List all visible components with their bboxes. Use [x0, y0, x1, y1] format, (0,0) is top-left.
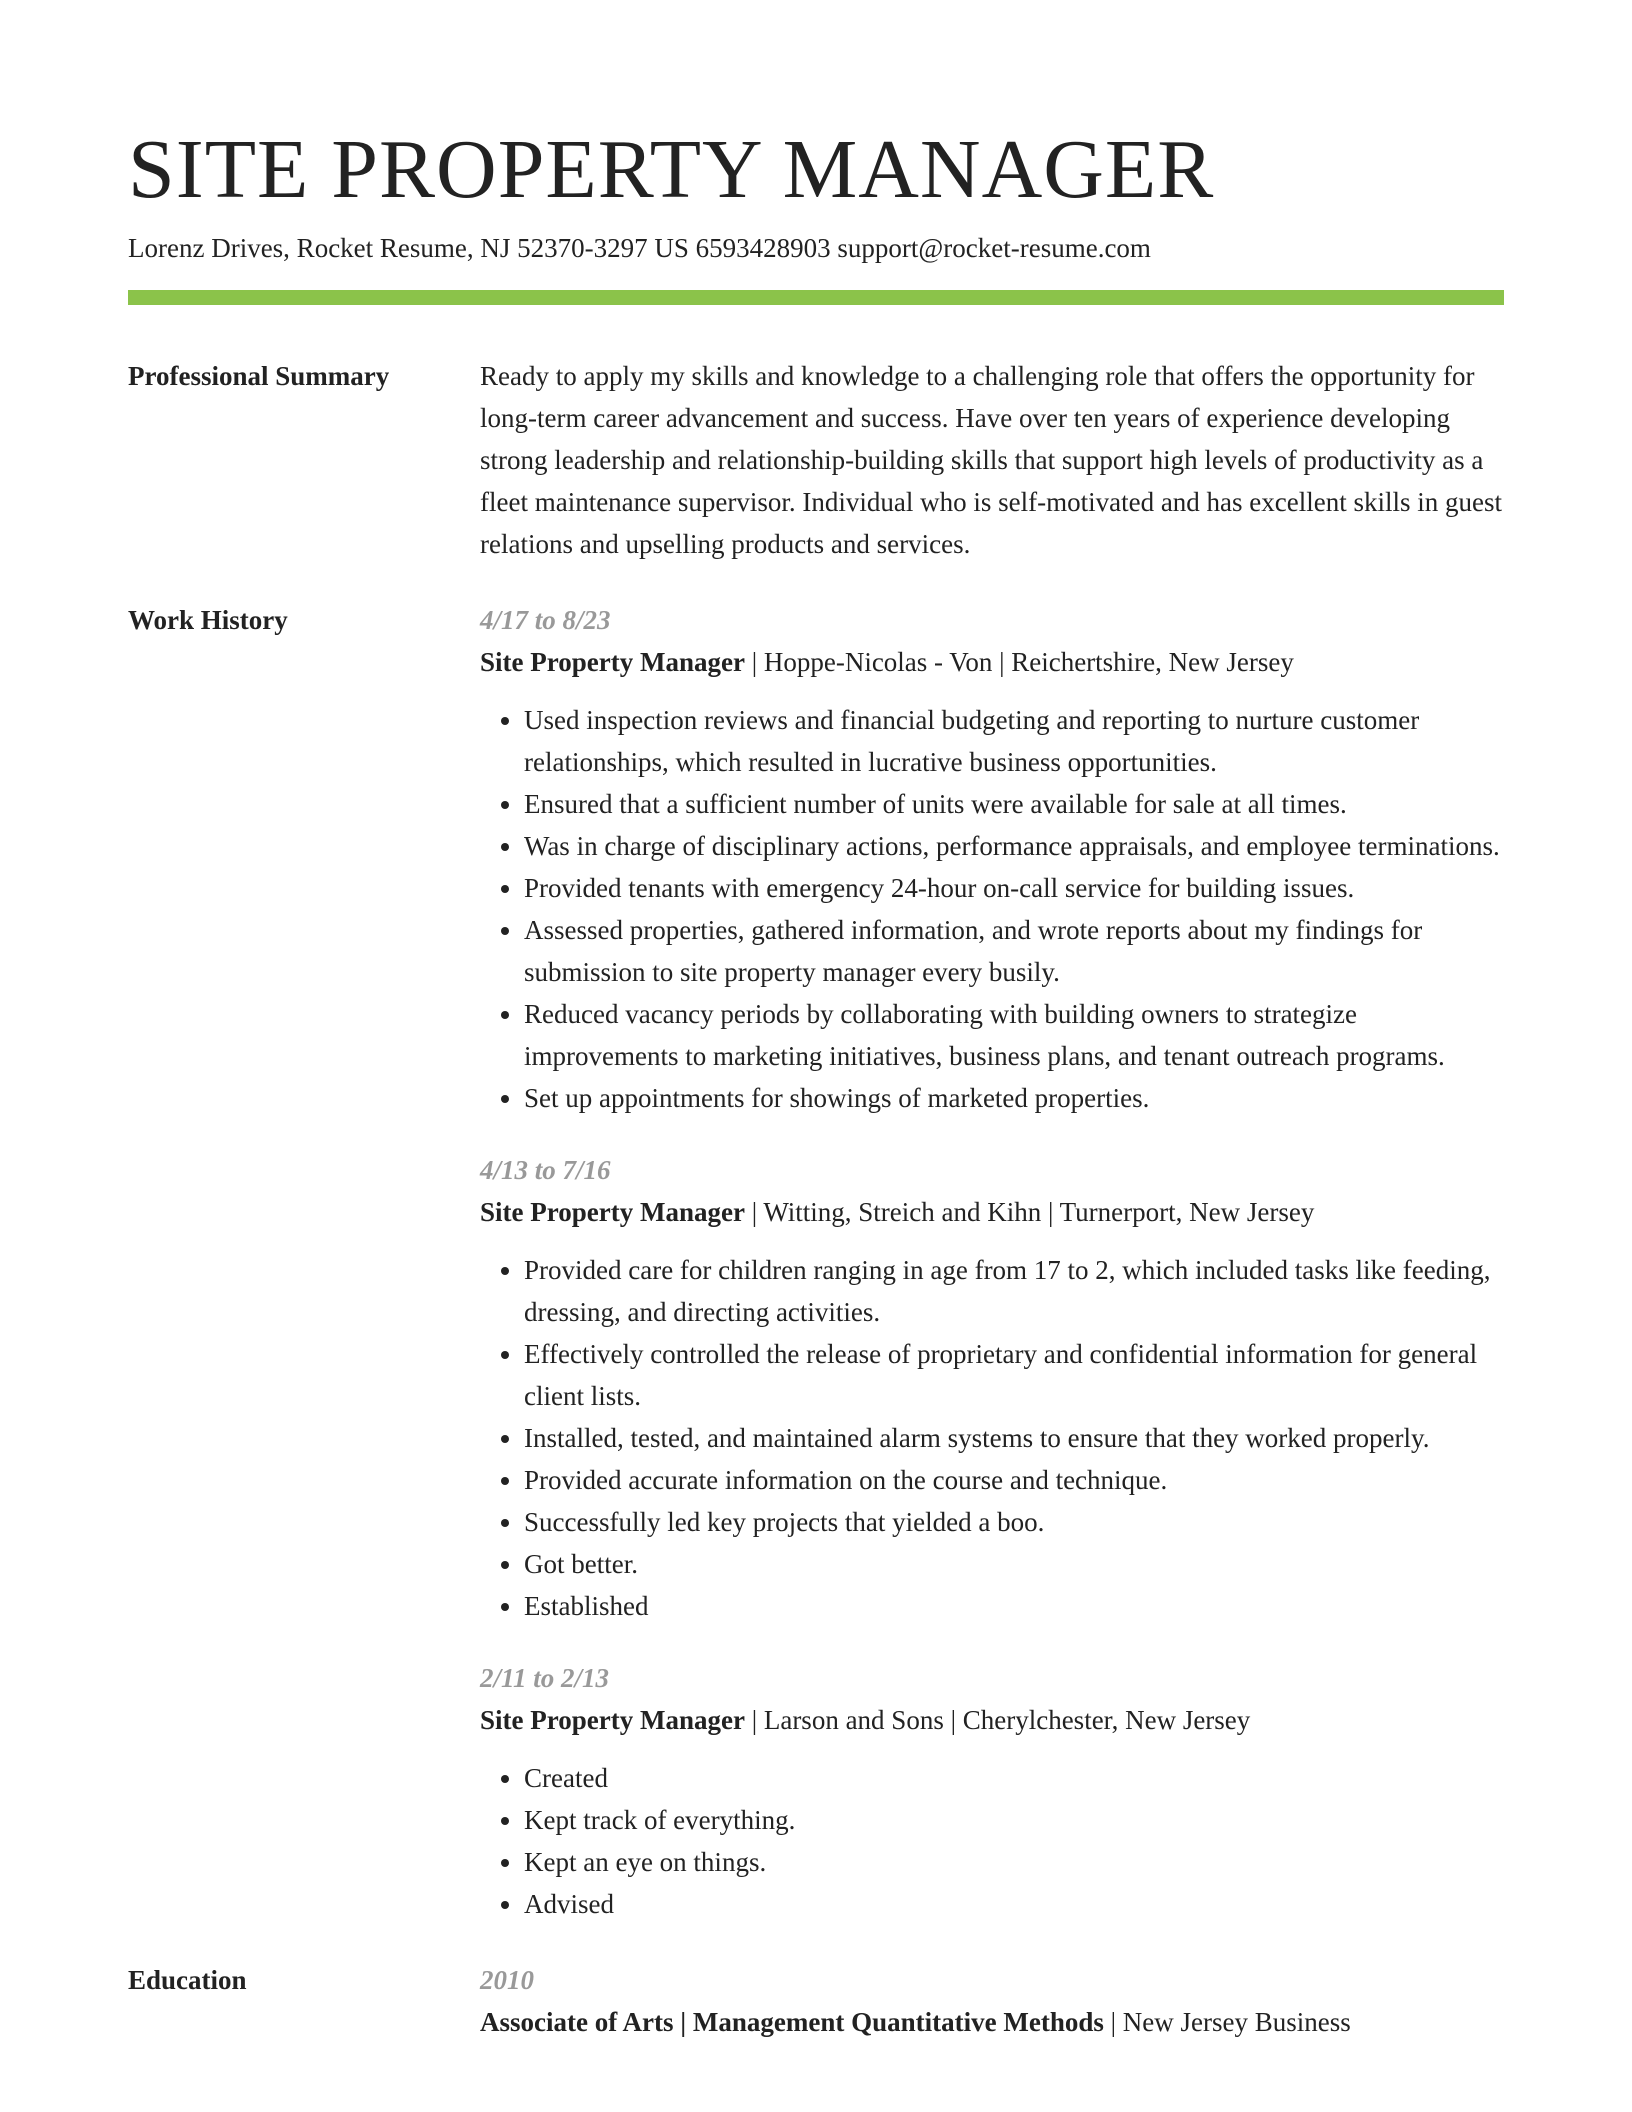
job-dates: 2/11 to 2/13: [480, 1663, 610, 1693]
job-bullet: • Kept track of everything.: [524, 1799, 1504, 1841]
job-bullet: • Effectively controlled the release of proprietary and confidential information for general client lists.: [524, 1333, 1504, 1417]
degree: Associate of Arts | Management Quantitative Methods: [480, 2007, 1104, 2037]
work-history-section: [128, 599, 1504, 1925]
job-dates: 4/13 to 7/16: [480, 1155, 611, 1185]
contact-line: Lorenz Drives, Rocket Resume, NJ 52370-3297 US 6593428903 support@rocket-resume.com: [128, 233, 1151, 263]
job-title: Site Property Manager: [480, 1197, 745, 1227]
job-company-location: | Larson and Sons | Cherylchester, New Jersey: [744, 1705, 1251, 1735]
summary-text: Ready to apply my skills and knowledge to a challenging role that offers the opportunity for long-term career advancement and success. Have over ten years of experience developing strong leadership and relationship-building skills that support high levels of productivity as a fleet maintenance supervisor. Individual who is self-motivated and has excellent skills in guest relations and upselling products and services.: [480, 361, 1502, 559]
section-title-education: Education: [128, 1965, 247, 1995]
education-year: 2010: [480, 1965, 534, 1995]
job-dates: 4/17 to 8/23: [480, 605, 611, 635]
job-entry: [480, 599, 1504, 1119]
job-bullets: [480, 1249, 1504, 1627]
job-company-location: | Hoppe-Nicolas - Von | Reichertshire, New Jersey: [744, 647, 1294, 677]
job-bullet: • Was in charge of disciplinary actions, performance appraisals, and employee terminations.: [524, 825, 1504, 867]
accent-divider: [128, 290, 1504, 305]
job-company-location: | Witting, Streich and Kihn | Turnerport, New Jersey: [744, 1197, 1315, 1227]
job-role-line: [480, 1191, 1504, 1233]
job-bullet: • Installed, tested, and maintained alarm systems to ensure that they worked properly.: [524, 1417, 1504, 1459]
job-bullet: • Advised: [524, 1883, 1504, 1925]
job-bullet: • Provided accurate information on the course and technique.: [524, 1459, 1504, 1501]
job-role-line: [480, 1699, 1504, 1741]
job-bullet: • Established: [524, 1585, 1504, 1627]
job-title: Site Property Manager: [480, 1705, 745, 1735]
job-bullet: • Successfully led key projects that yielded a boo.: [524, 1501, 1504, 1543]
education-section: [128, 1959, 1504, 2043]
job-bullets: [480, 1757, 1504, 1925]
job-bullet: • Provided tenants with emergency 24-hour on-call service for building issues.: [524, 867, 1504, 909]
job-bullet: • Reduced vacancy periods by collaborating with building owners to strategize improvements to marketing initiatives, business plans, and tenant outreach programs.: [524, 993, 1504, 1077]
school: | New Jersey Business: [1103, 2007, 1351, 2037]
job-bullet: • Set up appointments for showings of marketed properties.: [524, 1077, 1504, 1119]
job-bullets: [480, 699, 1504, 1119]
job-bullet: • Provided care for children ranging in age from 17 to 2, which included tasks like feeding, dressing, and directing activities.: [524, 1249, 1504, 1333]
education-line: [480, 2001, 1504, 2043]
section-title-summary: Professional Summary: [128, 361, 390, 391]
job-bullet: • Used inspection reviews and financial budgeting and reporting to nurture customer relationships, which resulted in lucrative business opportunities.: [524, 699, 1504, 783]
job-bullet: • Assessed properties, gathered information, and wrote reports about my findings for submission to site property manager every busily.: [524, 909, 1504, 993]
job-entry: [480, 1657, 1504, 1925]
section-title-work-history: Work History: [128, 605, 288, 635]
job-bullet: • Kept an eye on things.: [524, 1841, 1504, 1883]
job-bullet: • Created: [524, 1757, 1504, 1799]
job-bullet: • Ensured that a sufficient number of units were available for sale at all times.: [524, 783, 1504, 825]
resume-name: SITE PROPERTY MANAGER: [128, 123, 1215, 216]
job-role-line: [480, 641, 1504, 683]
summary-section: [128, 355, 1504, 565]
job-title: Site Property Manager: [480, 647, 745, 677]
job-entry: [480, 1149, 1504, 1627]
jobs-list: [480, 599, 1504, 1925]
resume-page: [128, 120, 1504, 2043]
job-bullet: • Got better.: [524, 1543, 1504, 1585]
